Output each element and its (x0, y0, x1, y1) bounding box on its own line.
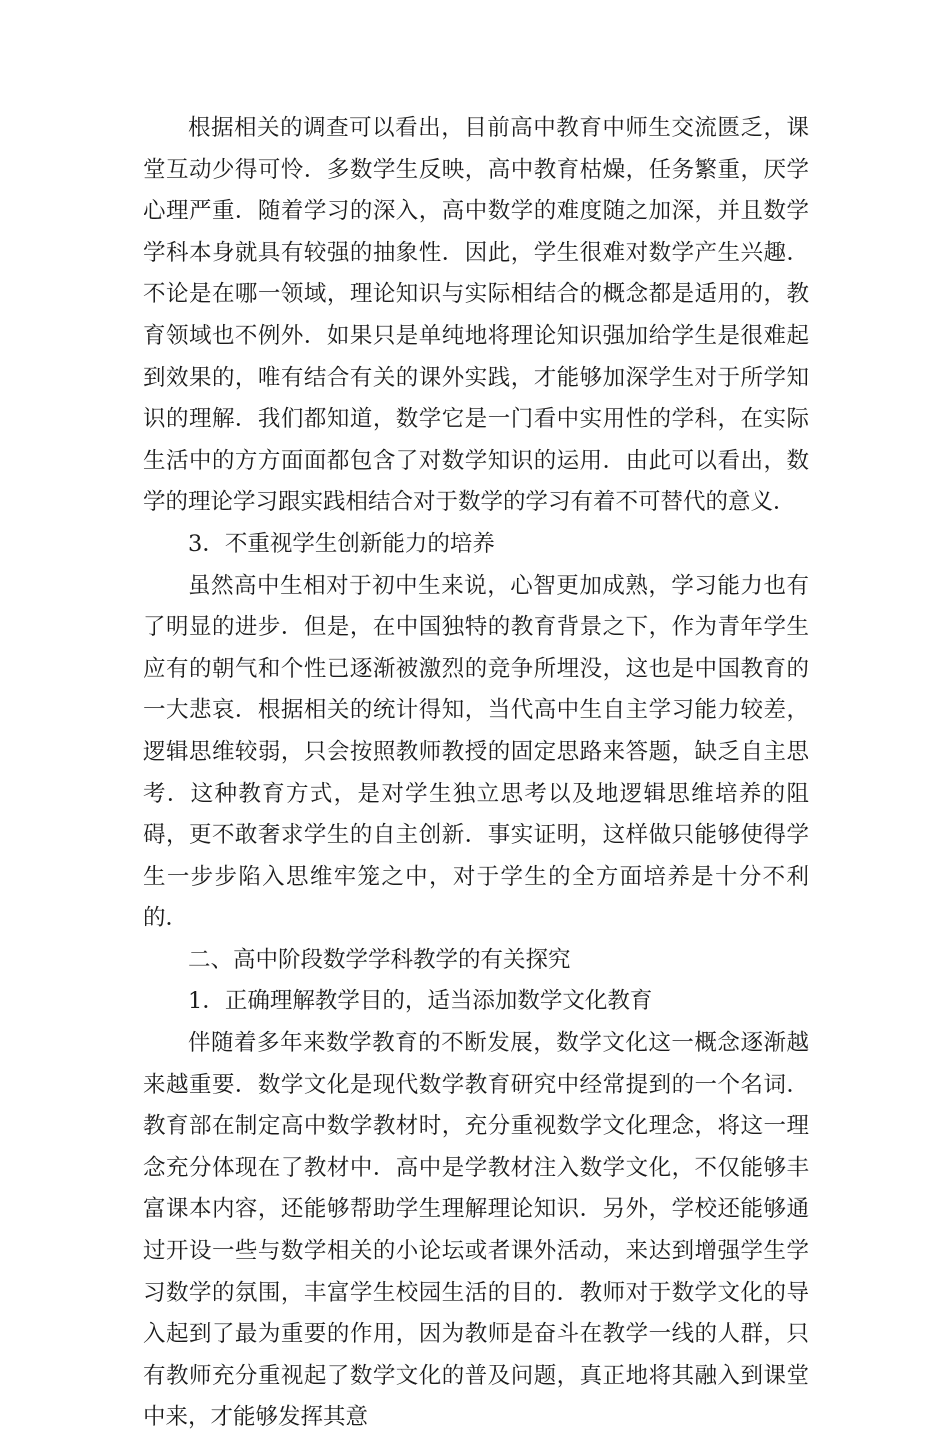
document-body (143, 108, 809, 1439)
paragraph-innovation-ability: 虽然高中生相对于初中生来说，心智更加成熟，学习能力也有了明显的进步．但是，在中国独特的教育背景之下，作为青年学生应有的朝气和个性已逐渐被激烈的竞争所埋没，这也是中国教育的一大悲哀．根据相关的统计得知，当代高中生自主学习能力较差，逻辑思维较弱，只会按照教师教授的固定思路来答题，缺乏自主思考．这种教育方式，是对学生独立思考以及地逻辑思维培养的阻碍，更不敢奢求学生的自主创新．事实证明，这样做只能够使得学生一步步陷入思维牢笼之中，对于学生的全方面培养是十分不利的． (143, 572, 809, 932)
subheading-math-culture: 1．正确理解教学目的，适当添加数学文化教育 (188, 988, 653, 1015)
heading-innovation-ability: 3．不重视学生创新能力的培养 (188, 530, 495, 557)
paragraph-math-culture: 伴随着多年来数学教育的不断发展，数学文化这一概念逐渐越来越重要．数学文化是现代数学教育研究中经常提到的一个名词．教育部在制定高中数学教材时，充分重视数学文化理念，将这一理念充分体现在了教材中．高中是学教材注入数学文化，不仅能够丰富课本内容，还能够帮助学生理解理论知识．另外，学校还能够通过开设一些与数学相关的小论坛或者课外活动，来达到增强学生学习数学的氛围，丰富学生校园生活的目的．教师对于数学文化的导入起到了最为重要的作用，因为教师是奋斗在教学一线的人群，只有教师充分重视起了数学文化的普及问题，真正地将其融入到课堂中来，才能够发挥其意 (143, 1030, 809, 1431)
section-heading-teaching-exploration: 二、高中阶段数学学科教学的有关探究 (188, 946, 571, 973)
paragraph-current-problems: 根据相关的调查可以看出，目前高中教育中师生交流匮乏，课堂互动少得可怜．多数学生反映，高中教育枯燥，任务繁重，厌学心理严重．随着学习的深入，高中数学的难度随之加深，并且数学学科本身就具有较强的抽象性．因此，学生很难对数学产生兴趣．不论是在哪一领域，理论知识与实际相结合的概念都是适用的，教育领域也不例外．如果只是单纯地将理论知识强加给学生是很难起到效果的，唯有结合有关的课外实践，才能够加深学生对于所学知识的理解．我们都知道，数学它是一门看中实用性的学科，在实际生活中的方方面面都包含了对数学知识的运用．由此可以看出，数学的理论学习跟实践相结合对于数学的学习有着不可替代的意义． (143, 115, 809, 516)
